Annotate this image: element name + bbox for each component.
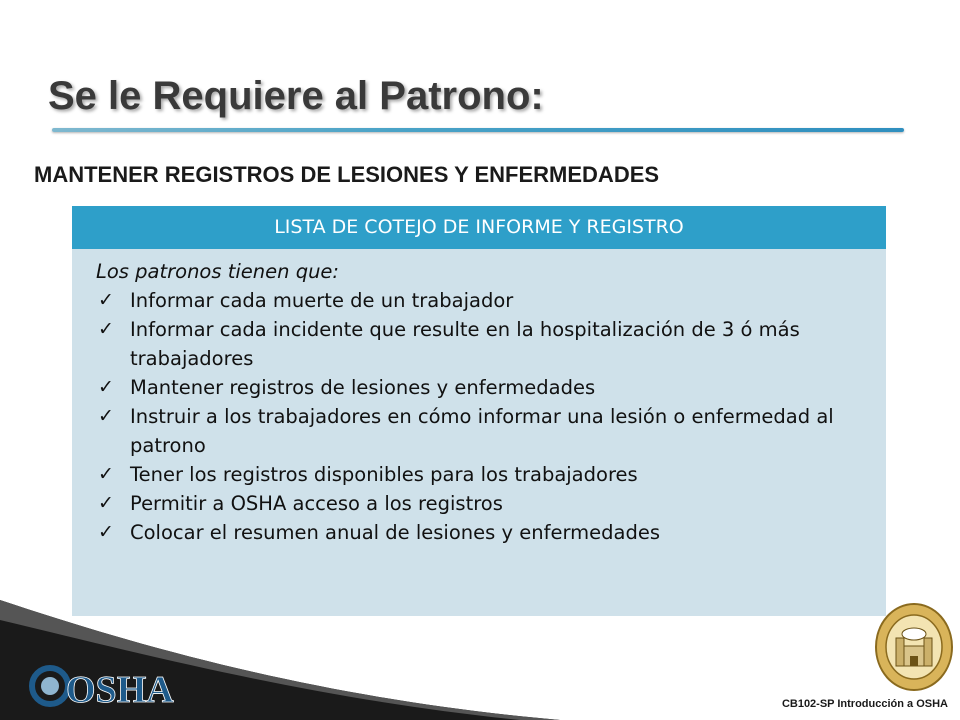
checklist-item-text: Informar cada incidente que resulte en la hospitalización de 3 ó más trabajadores bbox=[130, 318, 800, 370]
checkmark-icon: ✓ bbox=[98, 492, 114, 514]
checkmark-icon: ✓ bbox=[98, 289, 114, 311]
checkmark-icon: ✓ bbox=[98, 376, 114, 398]
checklist-item bbox=[96, 402, 870, 460]
checklist-items bbox=[96, 286, 870, 547]
checkmark-icon: ✓ bbox=[98, 405, 114, 427]
checklist-item-text: Mantener registros de lesiones y enfermedades bbox=[130, 376, 596, 399]
osha-logo bbox=[28, 662, 178, 710]
checklist-item-text: Colocar el resumen anual de lesiones y enfermedades bbox=[130, 521, 660, 544]
course-footer: CB102-SP Introducción a OSHA bbox=[781, 698, 948, 710]
checklist-panel bbox=[72, 206, 886, 616]
checkmark-icon: ✓ bbox=[98, 521, 114, 543]
checklist-item-text: Tener los registros disponibles para los trabajadores bbox=[130, 463, 638, 486]
checklist-item bbox=[96, 315, 870, 373]
slide-subtitle: MANTENER REGISTROS DE LESIONES Y ENFERMEDADES bbox=[34, 162, 660, 187]
checklist-item bbox=[96, 518, 870, 547]
checklist-intro: Los patronos tienen que: bbox=[96, 260, 339, 283]
checklist-item bbox=[96, 286, 870, 315]
checklist-item-text: Permitir a OSHA acceso a los registros bbox=[130, 492, 503, 515]
checklist-item-text: Instruir a los trabajadores en cómo informar una lesión o enfermedad al patrono bbox=[130, 405, 834, 457]
checklist-item bbox=[96, 373, 870, 402]
checklist-body bbox=[72, 249, 886, 547]
checklist-item-text: Informar cada muerte de un trabajador bbox=[130, 289, 514, 312]
checklist-item bbox=[96, 489, 870, 518]
title-underline bbox=[52, 128, 904, 132]
slide-title: Se le Requiere al Patrono: bbox=[48, 74, 544, 118]
checklist-header: LISTA DE COTEJO DE INFORME Y REGISTRO bbox=[72, 206, 886, 249]
checkmark-icon: ✓ bbox=[98, 318, 114, 340]
osha-logo-text: OSHA bbox=[66, 669, 174, 710]
seal-logo bbox=[874, 602, 954, 692]
checklist-item bbox=[96, 460, 870, 489]
checkmark-icon: ✓ bbox=[98, 463, 114, 485]
